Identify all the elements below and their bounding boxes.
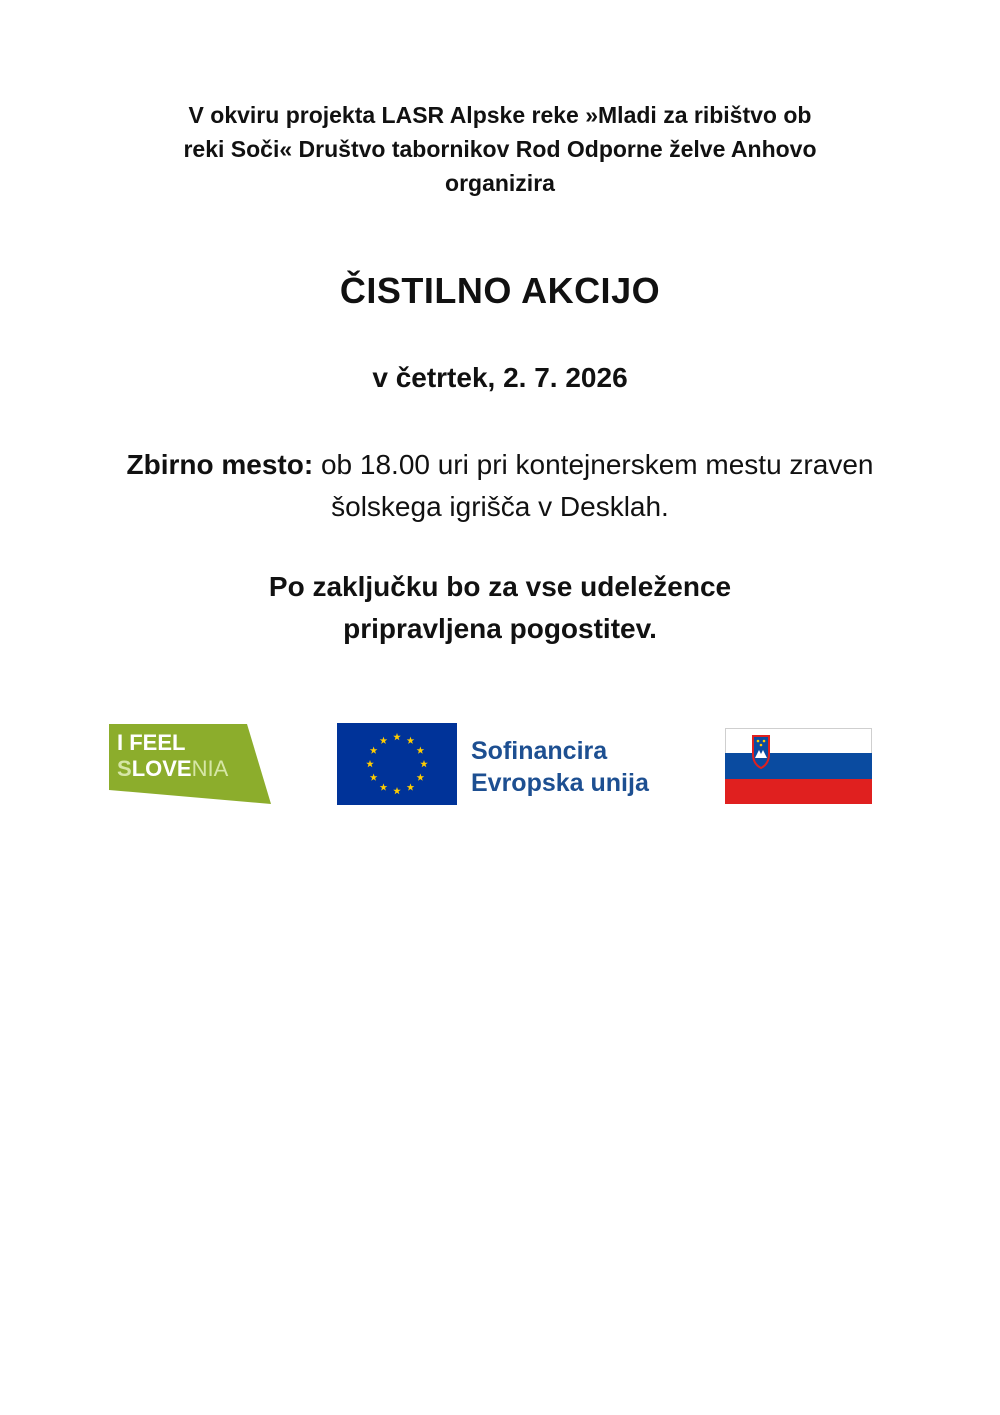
intro-line-3: organizira — [445, 170, 555, 196]
ifeel-love: LOVE — [131, 756, 192, 781]
eu-flag-icon — [337, 723, 457, 805]
meeting-label: Zbirno mesto: — [126, 449, 314, 480]
closing-note — [0, 566, 1000, 650]
eu-cofunding-logo — [337, 723, 667, 805]
slovenia-flag-icon — [725, 728, 872, 804]
ifeel-line-1: I FEEL — [117, 730, 186, 755]
ifeel-s: S — [117, 756, 132, 781]
sponsor-logos — [0, 720, 1000, 810]
svg-text:SLOVENIA — [117, 756, 229, 781]
meeting-text-1: ob 18.00 uri pri kontejnerskem mestu zraven — [313, 449, 874, 480]
meeting-text-2: šolskega igrišča v Desklah. — [331, 491, 669, 522]
i-feel-slovenia-logo — [109, 724, 271, 804]
closing-line-1: Po zaključku bo za vse udeležence — [268, 571, 732, 602]
eu-text-line-1: Sofinancira — [471, 737, 608, 765]
ifeel-nia: NIA — [191, 756, 229, 781]
intro-line-1: V okviru projekta LASR Alpske reke »Mladi za ribištvo ob — [188, 102, 812, 128]
event-date: v četrtek, 2. 7. 2026 — [372, 362, 628, 393]
meeting-point — [0, 444, 1000, 528]
slovenia-coat-of-arms-icon — [753, 736, 769, 768]
closing-line-2: pripravljena pogostitev. — [343, 613, 657, 644]
intro-text — [0, 98, 1000, 200]
eu-text-line-2: Evropska unija — [471, 769, 649, 797]
intro-line-2: reki Soči« Društvo tabornikov Rod Odporne želve Anhovo — [183, 136, 817, 162]
page-title: ČISTILNO AKCIJO — [339, 270, 661, 311]
